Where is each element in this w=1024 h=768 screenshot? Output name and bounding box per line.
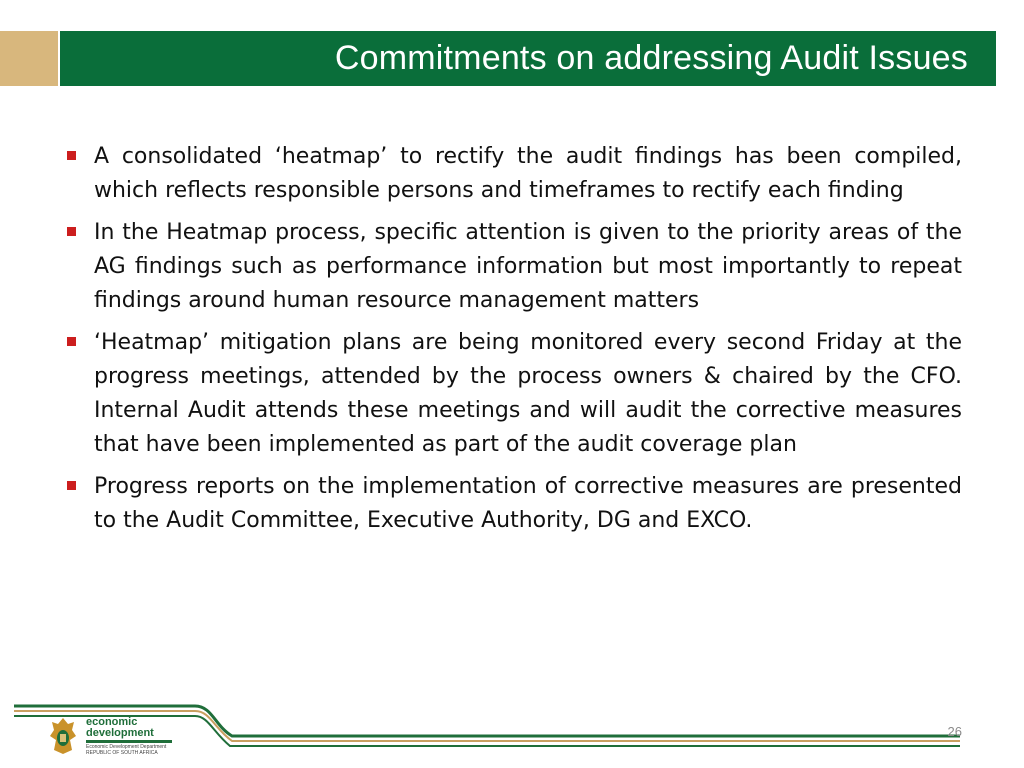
logo-dept-name: Economic Development Department xyxy=(86,744,167,750)
slide-title: Commitments on addressing Audit Issues xyxy=(334,39,968,77)
bullet-item xyxy=(64,326,962,462)
logo-country: REPUBLIC OF SOUTH AFRICA xyxy=(86,750,158,756)
bullet-list xyxy=(64,140,962,546)
square-bullet-icon xyxy=(67,151,76,160)
bullet-text: ‘Heatmap’ mitigation plans are being monitored every second Friday at the progress meetings, attended by the process owners & chaired by the CFO. Internal Audit attends these meetings and will audit the corrective measures that have been implemented as part of the audit coverage plan xyxy=(94,330,962,457)
bullet-text: A consolidated ‘heatmap’ to rectify the audit findings has been compiled, which reflects responsible persons and timeframes to rectify each finding xyxy=(94,144,962,203)
title-bar xyxy=(0,31,1024,86)
coat-of-arms-icon xyxy=(48,716,78,756)
logo-wordmark xyxy=(86,717,154,739)
logo-underline xyxy=(86,740,172,743)
bullet-text: Progress reports on the implementation of corrective measures are presented to the Audit Committee, Executive Authority, DG and EXCO. xyxy=(94,474,962,533)
logo-department xyxy=(86,744,166,756)
square-bullet-icon xyxy=(67,337,76,346)
department-logo xyxy=(48,713,178,761)
logo-line-development: development xyxy=(86,727,154,739)
bullet-item xyxy=(64,216,962,318)
bullet-item xyxy=(64,140,962,208)
page-number: 26 xyxy=(947,724,962,739)
square-bullet-icon xyxy=(67,227,76,236)
square-bullet-icon xyxy=(67,481,76,490)
title-accent-block xyxy=(0,31,58,86)
bullet-item xyxy=(64,470,962,538)
logo-line-economic: economic xyxy=(86,716,138,728)
bullet-text: In the Heatmap process, specific attention is given to the priority areas of the AG findings such as performance information but most importantly to repeat findings around human resource management matters xyxy=(94,220,962,313)
